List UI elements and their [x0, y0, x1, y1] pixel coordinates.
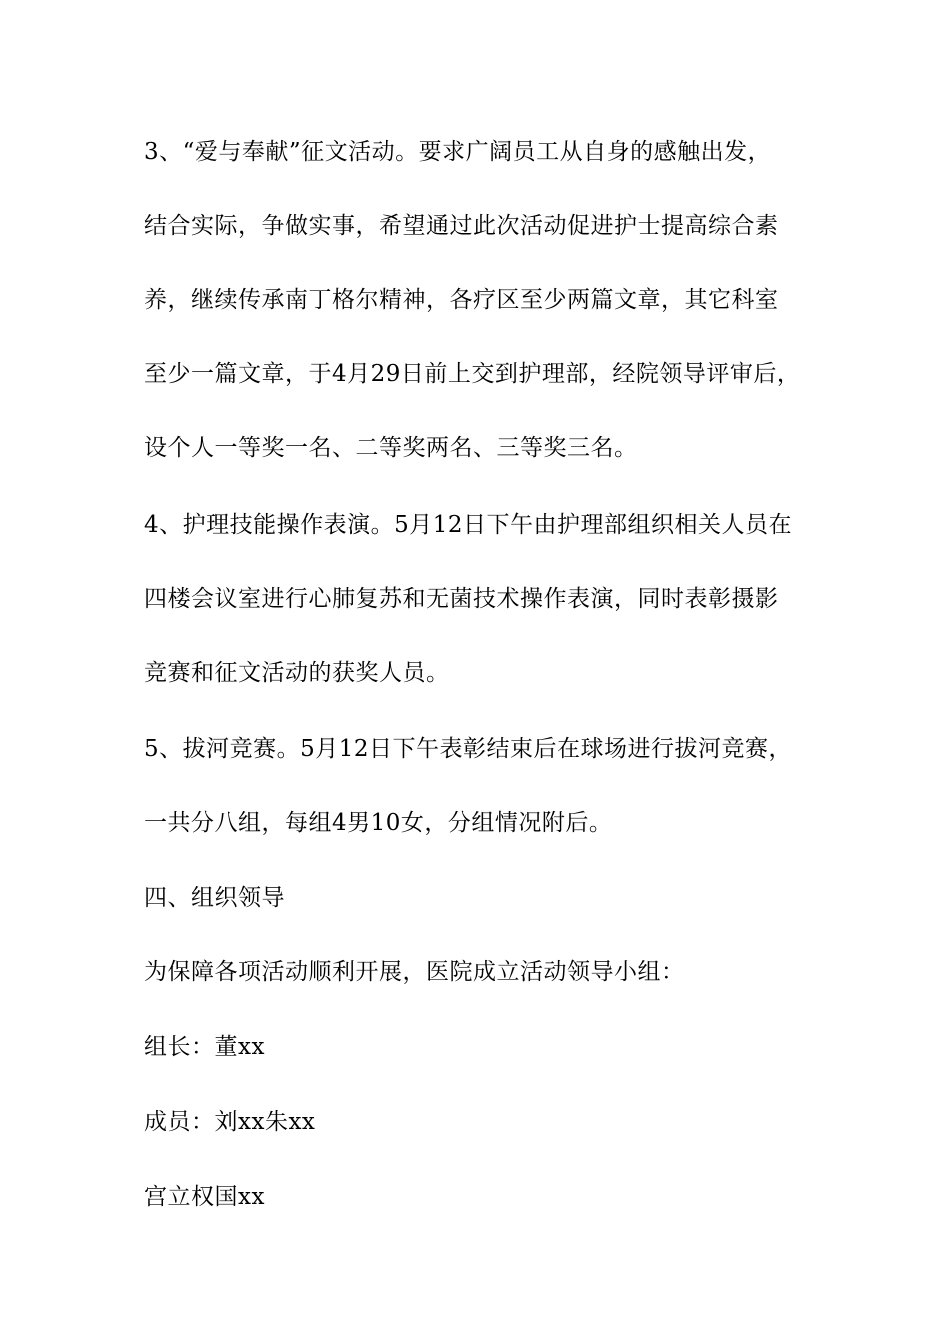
- section-heading: 四、组织领导: [144, 885, 285, 911]
- paragraph-line: 四楼会议室进行心肺复苏和无菌技术操作表演，同时表彰摄影: [144, 586, 779, 612]
- paragraph-line: 宫立权国xx: [144, 1184, 265, 1210]
- paragraph-line: 结合实际，争做实事，希望通过此次活动促进护士提高综合素: [144, 213, 779, 239]
- paragraph-line: 一共分八组，每组4男10女，分组情况附后。: [144, 810, 613, 836]
- paragraph-line: 为保障各项活动顺利开展，医院成立活动领导小组：: [144, 959, 685, 985]
- paragraph-line: 5、拔河竞赛。5月12日下午表彰结束后在球场进行拔河竞赛，: [144, 736, 793, 762]
- paragraph-line: 至少一篇文章，于4月29日前上交到护理部，经院领导评审后，: [144, 361, 801, 387]
- paragraph-line: 竞赛和征文活动的获奖人员。: [144, 660, 450, 686]
- paragraph-line: 设个人一等奖一名、二等奖两名、三等奖三名。: [144, 435, 638, 461]
- paragraph-line: 3、“爱与奉献”征文活动。要求广阔员工从自身的感触出发，: [144, 139, 772, 165]
- paragraph-line: 养，继续传承南丁格尔精神，各疗区至少两篇文章，其它科室: [144, 287, 779, 313]
- paragraph-line: 4、护理技能操作表演。5月12日下午由护理部组织相关人员在: [144, 512, 793, 538]
- paragraph-line: 成员：刘xx朱xx: [144, 1109, 316, 1135]
- paragraph-line: 组长：董xx: [144, 1034, 265, 1060]
